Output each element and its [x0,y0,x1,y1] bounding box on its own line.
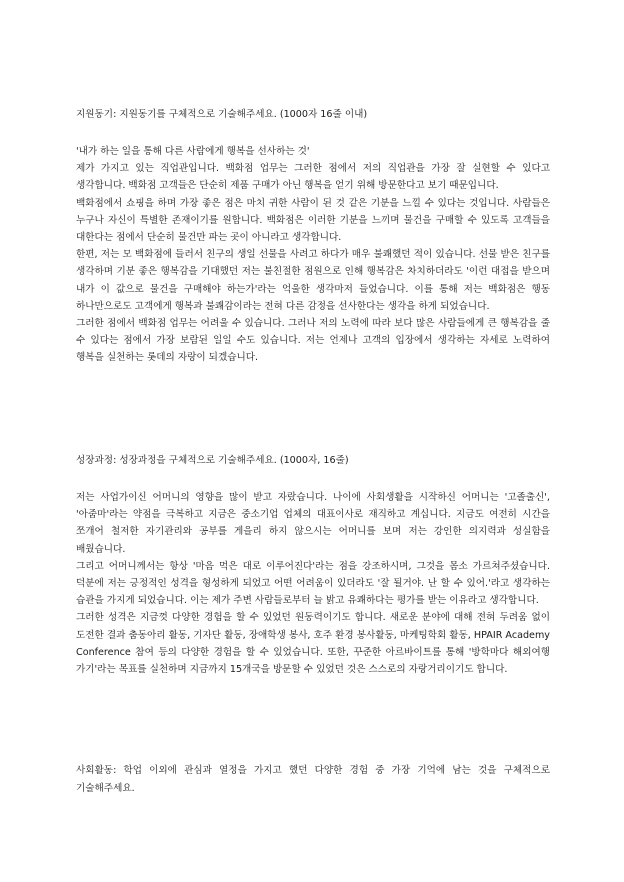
paragraph: 그러한 성격은 지금껏 다양한 경험을 할 수 있었던 원동력이기도 합니다. 새로운 분야에 대해 전혀 두려움 없이 도전한 결과 춤동아리 활동, 기자단 활동, 장애학생 봉사, 호주 환경 봉사활동, 마케팅학회 활동, HPAIR Academy Conference 참여 등의 다양한 경험을 할 수 있었습니다. 또한, 꾸준한 아르바이트를 통해 '방학마다 해외여행 가기'라는 목표를 실천하며 지금까지 15개국을 방문할 수 있었던 것은 스스로의 자랑거리이기도 합니다. [76,612,550,676]
paragraph: 그리고 어머니께서는 항상 '마음 먹은 대로 이루어진다'라는 점을 강조하시며, 그것을 몸소 가르쳐주셨습니다. 덕분에 저는 긍정적인 성격을 형성하게 되었고 어떤 어려움이 있더라도 '잘 될거야. 난 할 수 있어.'라고 생각하는 습관을 가지게 되었습니다. 이는 제가 주변 사람들로부터 늘 밝고 유쾌하다는 평가를 받는 이유라고 생각합니다. [76,560,550,607]
question-growth: 성장과정: 성장과정을 구체적으로 기술해주세요. (1000자, 16줄) [76,455,349,466]
paragraph: 제가 가지고 있는 직업관입니다. 백화점 업무는 그러한 점에서 저의 직업관을 가장 잘 실현할 수 있다고 생각합니다. 백화점 고객들은 단순히 제품 구매가 아닌 행복을 얻기 위해 방문한다고 보기 때문입니다. [76,163,550,192]
paragraph: 한편, 저는 모 백화점에 들러서 친구의 생일 선물을 사려고 하다가 매우 불쾌했던 적이 있습니다. 선물 받은 친구를 생각하며 기분 좋은 행복감을 기대했던 저는 불친절한 점원으로 인해 행복감은 차치하더라도 '이런 대접을 받으며 내가 이 값으로 물건을 구매해야 하는가'라는 억울한 생각마저 들었습니다. 이를 통해 저는 백화점은 행동 하나만으로도 고객에게 행복과 불쾌감이라는 전혀 다른 감정을 선사한다는 생각을 하게 되었습니다. [76,249,550,312]
answer-growth [76,489,550,678]
paragraph: '내가 하는 일을 통해 다른 사람에게 행복을 선사하는 것' [76,146,310,157]
paragraph: 그러한 점에서 백화점 업무는 어려울 수 있습니다. 그러나 저의 노력에 따라 보다 많은 사람들에게 큰 행복감을 줄 수 있다는 점에서 가장 보람된 일일 수도 있습니다. 저는 언제나 고객의 입장에서 생각하는 자세로 노력하여 행복을 실천하는 롯데의 자랑이 되겠습니다. [76,318,550,364]
question-social: 사회활동: 학업 이외에 관심과 열정을 가지고 했던 다양한 경험 중 가장 기억에 남는 것을 구체적으로 기술해주세요. [76,765,550,794]
answer-motivation [76,143,550,367]
paragraph: 저는 사업가이신 어머니의 영향을 많이 받고 자랐습니다. 나이에 사회생활을 시작하신 어머니는 '고졸출신', '아줌마'라는 약점을 극복하고 지금은 중소기업 업체의 대표이사로 재직하고 계십니다. 지금도 여전히 시간을 쪼개어 철저한 자기관리와 공부를 게을리 하지 않으시는 어머니를 보며 저는 강인한 의지력과 성실함을 배웠습니다. [76,492,550,555]
paragraph: 백화점에서 쇼핑을 하며 가장 좋은 점은 마치 귀한 사람이 된 것 같은 기분을 느낄 수 있다는 것입니다. 사람들은 누구나 자신이 특별한 존재이기를 원합니다. 백화점은 이러한 기분을 느끼며 물건을 구매할 수 있도록 고객들을 대한다는 점에서 단순히 물건만 파는 곳이 아니라고 생각합니다. [76,197,550,244]
question-motivation: 지원동기: 지원동기를 구체적으로 기술해주세요. (1000자 16줄 이내) [76,109,368,120]
